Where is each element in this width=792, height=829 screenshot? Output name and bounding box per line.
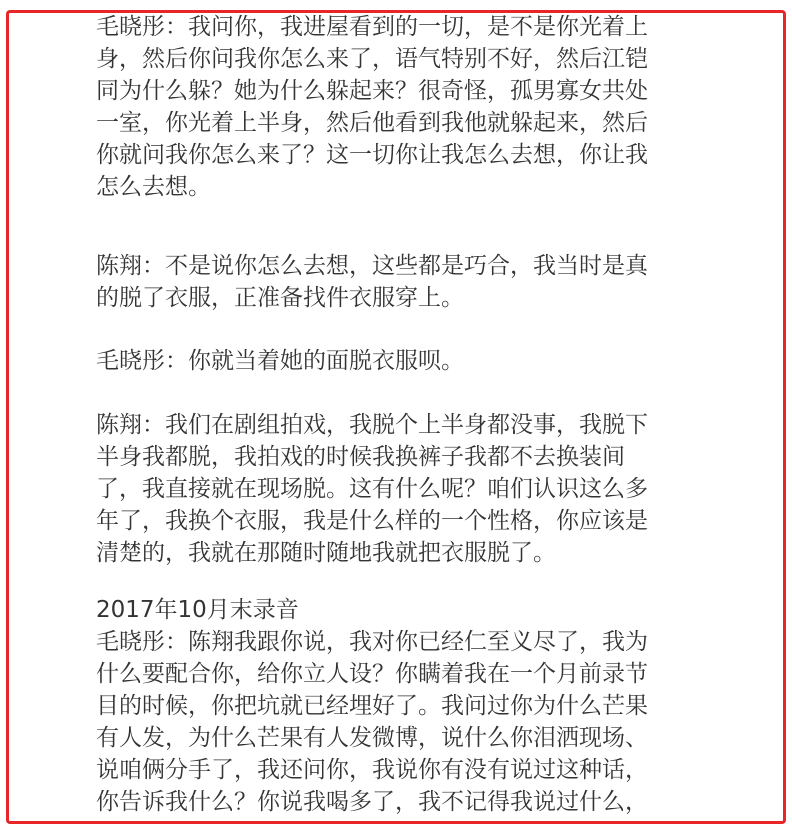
text-line: 说咱俩分手了，我还问你，我说你有没有说过这种话，: [96, 757, 648, 783]
text-line: 清楚的，我就在那随时随地我就把衣服脱了。: [96, 540, 556, 566]
paragraph-1: [96, 11, 696, 203]
paragraph-4: [96, 409, 696, 569]
text-line: 年了，我换个衣服，我是什么样的一个性格，你应该是: [96, 508, 648, 534]
text-line: 目的时候，你把坑就已经埋好了。我问过你为什么芒果: [96, 693, 648, 719]
text-line: 陈翔：不是说你怎么去想，这些都是巧合，我当时是真: [96, 253, 648, 279]
text-line: 一室，你光着上半身，然后他看到我他就躲起来，然后: [96, 110, 648, 136]
text-line: 身，然后你问我你怎么来了，语气特别不好，然后江铠: [96, 46, 648, 72]
text-line: 同为什么躲？她为什么躲起来？很奇怪，孤男寡女共处: [96, 78, 648, 104]
text-line: 陈翔：我们在剧组拍戏，我脱个上半身都没事，我脱下: [96, 412, 648, 438]
text-line: 毛晓彤：我问你，我进屋看到的一切，是不是你光着上: [96, 14, 648, 40]
text-line: 怎么去想。: [96, 174, 211, 200]
text-line: 半身我都脱，我拍戏的时候我换裤子我都不去换装间: [96, 444, 625, 470]
text-line: 2017年10月末录音: [96, 597, 299, 623]
paragraph-5: [96, 594, 696, 818]
text-line: 毛晓彤：陈翔我跟你说，我对你已经仁至义尽了，我为: [96, 629, 648, 655]
text-line: 毛晓彤：你就当着她的面脱衣服呗。: [96, 348, 464, 374]
paragraph-2: [96, 250, 696, 314]
text-line: 你就问我你怎么来了？这一切你让我怎么去想，你让我: [96, 142, 648, 168]
text-line: 什么要配合你，给你立人设？你瞒着我在一个月前录节: [96, 661, 648, 687]
text-line: 的脱了衣服，正准备找件衣服穿上。: [96, 285, 464, 311]
text-line: 有人发，为什么芒果有人发微博，说什么你泪洒现场、: [96, 725, 648, 751]
text-line: 你告诉我什么？你说我喝多了，我不记得我说过什么，: [96, 789, 648, 815]
paragraph-3: [96, 345, 696, 377]
text-line: 了，我直接就在现场脱。这有什么呢？咱们认识这么多: [96, 476, 648, 502]
